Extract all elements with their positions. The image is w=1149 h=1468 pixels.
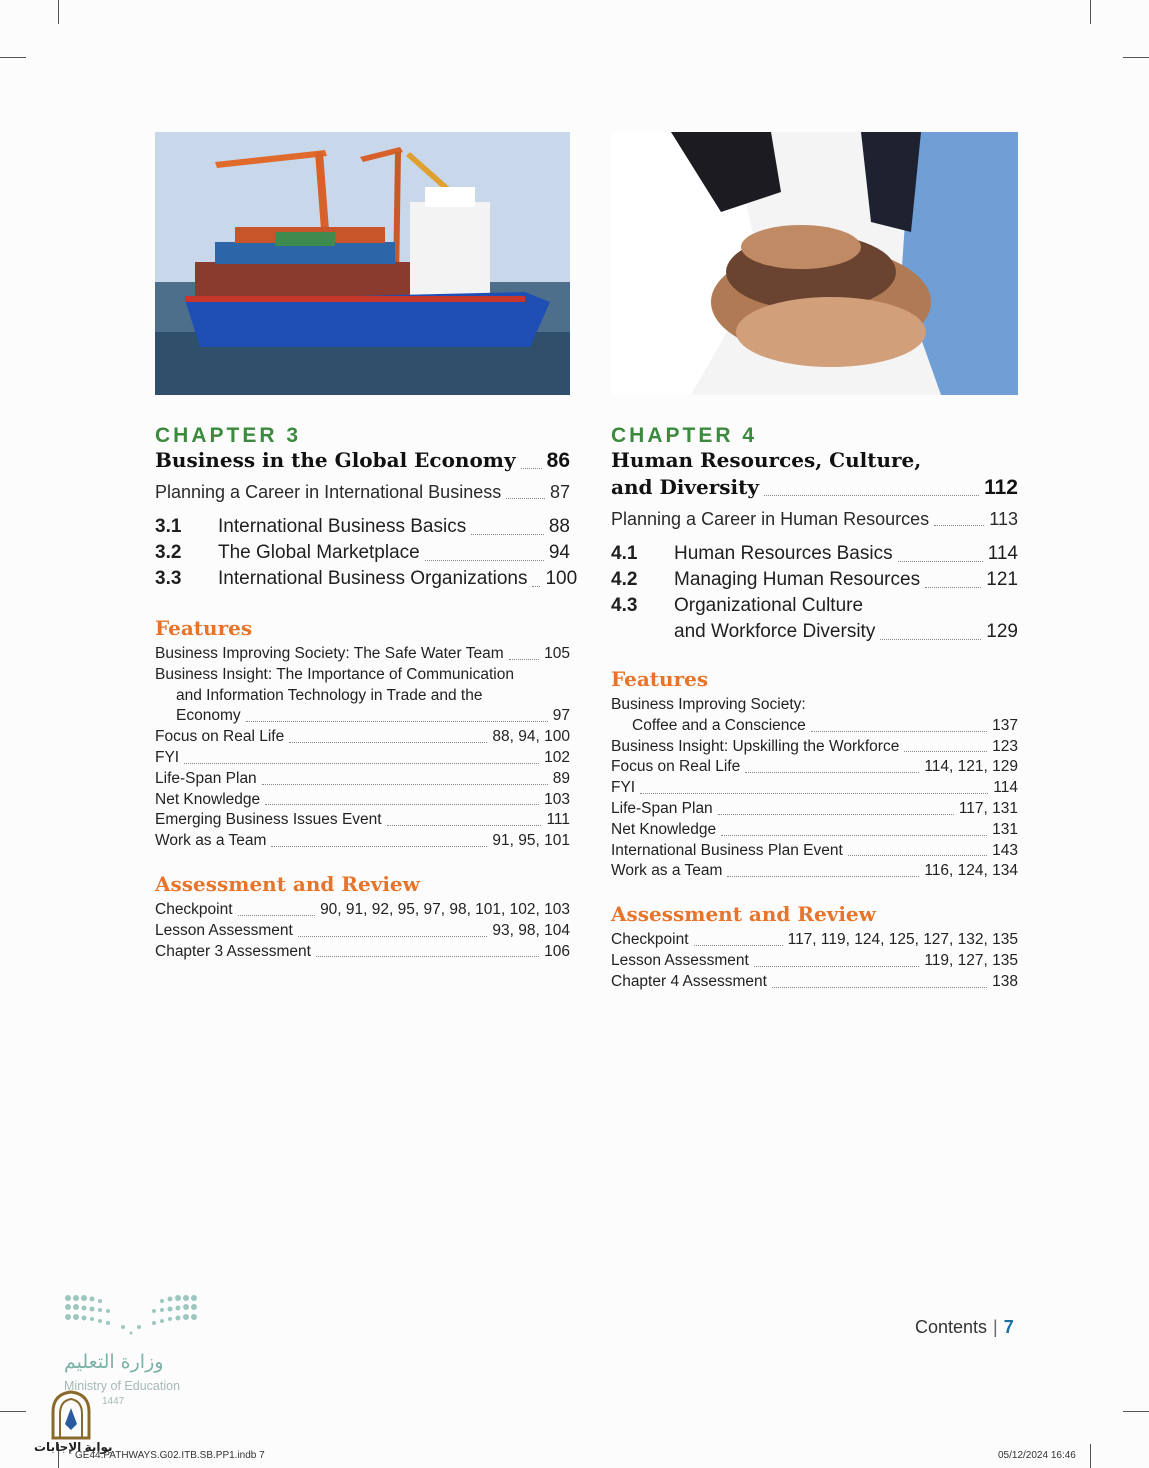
feature-entry[interactable]	[155, 790, 570, 811]
dot-leader	[745, 772, 919, 773]
lesson-page: 88	[548, 516, 570, 537]
lesson-page: 100	[545, 568, 578, 589]
chapter-4-photo	[611, 132, 1018, 395]
feature-title: Business Improving Society: The Safe Water Team	[155, 645, 504, 662]
feature-page: 131	[992, 820, 1018, 838]
chapter-3-features	[155, 644, 570, 852]
lesson-page: 129	[986, 621, 1018, 642]
assessment-page: 119, 127, 135	[924, 951, 1018, 969]
feature-title: Life-Span Plan	[611, 799, 713, 817]
portal-name: بوابة الإجابات	[34, 1440, 113, 1454]
assessment-entry[interactable]	[155, 942, 570, 963]
lesson-page: 94	[548, 542, 570, 563]
footer-divider: |	[993, 1317, 998, 1337]
dot-leader	[262, 784, 548, 785]
feature-entry[interactable]	[611, 841, 1018, 862]
dot-leader	[246, 721, 548, 722]
feature-page: 102	[544, 748, 570, 766]
chapter-3-title: Business in the Global Economy	[155, 448, 516, 472]
assessment-heading: Assessment and Review	[611, 902, 876, 927]
chapter-3-career-entry[interactable]	[155, 480, 570, 504]
feature-title: Net Knowledge	[611, 820, 717, 838]
lesson-title: The Global Marketplace	[218, 542, 420, 563]
feature-title: Life-Span Plan	[155, 769, 257, 787]
feature-page: 105	[544, 645, 570, 662]
dot-leader	[934, 525, 984, 526]
feature-page: 88, 94, 100	[492, 728, 570, 746]
assessment-page: 93, 98, 104	[492, 921, 570, 939]
lesson-number: 3.1	[155, 516, 182, 537]
feature-entry[interactable]	[611, 861, 1018, 882]
feature-page: 89	[552, 769, 570, 787]
feature-entry[interactable]	[155, 810, 570, 831]
feature-entry[interactable]	[155, 644, 570, 665]
chapter-3-label: CHAPTER 3	[155, 424, 302, 447]
crop-mark	[0, 57, 26, 58]
chapter-4-career-page: 113	[989, 509, 1018, 529]
dot-leader	[640, 793, 988, 794]
feature-title: International Business Plan Event	[611, 841, 843, 859]
lesson-page: 114	[987, 543, 1018, 564]
chapter-3-assessment	[155, 900, 570, 962]
dot-leader	[721, 835, 987, 836]
feature-entry[interactable]	[155, 769, 570, 790]
feature-page: 117, 131	[958, 799, 1018, 817]
ministry-arabic-name: وزارة التعليم	[64, 1351, 164, 1373]
feature-entry-continuation[interactable]	[155, 686, 570, 707]
dot-leader	[694, 945, 783, 946]
assessment-entry[interactable]	[611, 972, 1018, 993]
dot-leader	[754, 966, 919, 967]
feature-title: FYI	[155, 748, 180, 766]
dot-leader	[387, 825, 542, 826]
assessment-page: 106	[544, 942, 570, 960]
chapter-4-title-line-1: Human Resources, Culture,	[611, 448, 922, 472]
feature-title: Emerging Business Issues Event	[155, 811, 382, 829]
feature-entry[interactable]	[611, 695, 1018, 716]
dot-leader	[727, 876, 919, 877]
assessment-page: 117, 119, 124, 125, 127, 132, 135	[787, 931, 1018, 949]
chapter-3-title-page: 86	[546, 449, 570, 472]
page-number: 7	[1003, 1317, 1014, 1337]
features-heading: Features	[611, 667, 709, 691]
dot-leader	[718, 814, 954, 815]
dot-leader	[532, 586, 540, 587]
chapter-4-assessment	[611, 930, 1018, 992]
crop-mark	[0, 1411, 26, 1412]
feature-page: 114	[993, 779, 1018, 797]
chapter-3-career-title: Planning a Career in International Business	[155, 482, 502, 502]
lesson-title: Managing Human Resources	[674, 569, 921, 590]
chapter-4-career-title: Planning a Career in Human Resources	[611, 509, 930, 529]
feature-page: 97	[552, 707, 570, 725]
dot-leader	[316, 956, 539, 957]
feature-title: FYI	[611, 779, 636, 797]
assessment-title: Checkpoint	[611, 931, 689, 949]
print-slug-file: GE44.PATHWAYS.G02.ITB.SB.PP1.indb 7	[75, 1450, 265, 1461]
assessment-entry[interactable]	[611, 951, 1018, 972]
assessment-title: Chapter 3 Assessment	[155, 942, 311, 960]
dot-leader	[238, 915, 316, 916]
feature-entry[interactable]	[611, 757, 1018, 778]
dot-leader	[265, 804, 539, 805]
chapter-3-career-page: 87	[549, 482, 570, 502]
feature-page: 91, 95, 101	[492, 832, 570, 850]
lesson-number: 4.3	[611, 595, 638, 616]
lesson-number: 4.1	[611, 543, 638, 564]
dot-leader	[521, 468, 542, 469]
features-heading: Features	[155, 616, 253, 640]
feature-entry-continuation[interactable]	[611, 716, 1018, 737]
teamwork-hands-illustration	[611, 132, 1018, 395]
chapter-4-lessons	[611, 541, 1018, 645]
feature-page: 143	[992, 841, 1018, 859]
assessment-title: Lesson Assessment	[155, 921, 293, 939]
lesson-entry-continuation[interactable]	[611, 619, 1018, 645]
lesson-entry[interactable]	[611, 567, 1018, 593]
feature-page: 114, 121, 129	[924, 758, 1018, 776]
dot-leader	[898, 561, 983, 562]
lesson-title: Human Resources Basics	[674, 543, 893, 564]
dot-leader	[880, 639, 981, 640]
feature-page: 137	[992, 716, 1018, 734]
chapter-4-title-page: 112	[984, 476, 1018, 499]
assessment-heading: Assessment and Review	[155, 871, 420, 896]
feature-title: Business Improving Society:	[611, 696, 806, 713]
feature-title: Business Insight: The Importance of Communication	[155, 665, 514, 683]
feature-entry[interactable]	[611, 737, 1018, 758]
feature-title: Focus on Real Life	[611, 758, 741, 776]
dot-leader	[506, 498, 545, 499]
feature-title: Work as a Team	[155, 832, 267, 850]
lesson-title: Organizational Culture	[674, 595, 864, 616]
dot-leader	[298, 936, 488, 937]
crop-mark	[1123, 1411, 1149, 1412]
feature-page: 123	[992, 737, 1018, 755]
lesson-entry[interactable]	[611, 541, 1018, 567]
crop-mark	[1090, 1444, 1091, 1468]
dot-leader	[848, 855, 987, 856]
feature-entry[interactable]	[155, 727, 570, 748]
ministry-year: 1447	[102, 1396, 125, 1407]
feature-entry[interactable]	[155, 748, 570, 769]
chapter-4-title-entry[interactable]	[611, 474, 1018, 501]
feature-title: Economy	[176, 707, 241, 725]
dot-leader	[471, 534, 544, 535]
dot-leader	[772, 987, 987, 988]
lesson-number: 3.3	[155, 568, 182, 589]
contents-label: Contents	[915, 1317, 988, 1337]
feature-page: 103	[544, 790, 570, 808]
feature-entry[interactable]	[611, 820, 1018, 841]
lesson-title: and Workforce Diversity	[674, 621, 876, 642]
chapter-4-career-entry[interactable]	[611, 507, 1018, 531]
dot-leader	[289, 742, 487, 743]
cargo-ship-illustration	[155, 132, 570, 395]
assessment-entry[interactable]	[611, 930, 1018, 951]
dot-leader	[425, 560, 544, 561]
chapter-4-features	[611, 695, 1018, 882]
lesson-entry[interactable]	[155, 514, 570, 540]
assessment-entry[interactable]	[155, 921, 570, 942]
assessment-title: Lesson Assessment	[611, 951, 749, 969]
lesson-number: 4.2	[611, 569, 638, 590]
chapter-3-lessons	[155, 514, 578, 592]
dot-leader	[509, 659, 540, 660]
dot-leader	[184, 763, 539, 764]
dot-leader	[904, 751, 987, 752]
feature-title: Business Insight: Upskilling the Workforce	[611, 737, 900, 755]
lesson-entry[interactable]	[155, 566, 578, 592]
assessment-entry[interactable]	[155, 900, 570, 921]
print-slug-date: 05/12/2024 16:46	[998, 1450, 1076, 1461]
assessment-title: Checkpoint	[155, 900, 233, 918]
assessment-title: Chapter 4 Assessment	[611, 972, 767, 990]
feature-title: Coffee and a Conscience	[632, 716, 806, 734]
feature-title: Focus on Real Life	[155, 728, 285, 746]
assessment-page: 138	[992, 972, 1018, 990]
lesson-title: International Business Basics	[218, 516, 467, 537]
portal-logo-icon	[49, 1390, 93, 1440]
lesson-entry[interactable]	[155, 540, 570, 566]
feature-entry-continuation[interactable]	[155, 706, 570, 727]
feature-title: Net Knowledge	[155, 790, 261, 808]
lesson-page: 121	[986, 569, 1018, 590]
feature-entry[interactable]	[611, 799, 1018, 820]
assessment-page: 90, 91, 92, 95, 97, 98, 101, 102, 103	[320, 900, 570, 918]
feature-title: Work as a Team	[611, 862, 723, 880]
feature-entry[interactable]	[611, 778, 1018, 799]
dot-leader	[811, 731, 987, 732]
lesson-number: 3.2	[155, 542, 182, 563]
crop-mark	[1123, 57, 1149, 58]
ministry-logo-dots	[63, 1293, 199, 1335]
feature-page: 116, 124, 134	[924, 862, 1018, 880]
chapter-3-photo	[155, 132, 570, 395]
ministry-english-name: Ministry of Education	[64, 1379, 181, 1393]
running-footer	[915, 1317, 1014, 1338]
dot-leader	[764, 495, 979, 496]
chapter-4-column	[611, 132, 1018, 993]
chapter-3-column	[155, 132, 578, 962]
crop-mark	[58, 0, 59, 24]
feature-entry[interactable]	[155, 831, 570, 852]
feature-page: 111	[546, 811, 570, 829]
chapter-3-title-entry[interactable]	[155, 447, 570, 474]
crop-mark	[1090, 0, 1091, 24]
feature-entry[interactable]	[155, 665, 570, 686]
lesson-title: International Business Organizations	[218, 568, 528, 589]
feature-title: and Information Technology in Trade and the	[176, 686, 483, 704]
dot-leader	[271, 846, 487, 847]
lesson-entry[interactable]	[611, 593, 1018, 619]
chapter-4-label: CHAPTER 4	[611, 424, 758, 447]
dot-leader	[925, 587, 981, 588]
chapter-4-title-line-2: and Diversity	[611, 475, 759, 499]
